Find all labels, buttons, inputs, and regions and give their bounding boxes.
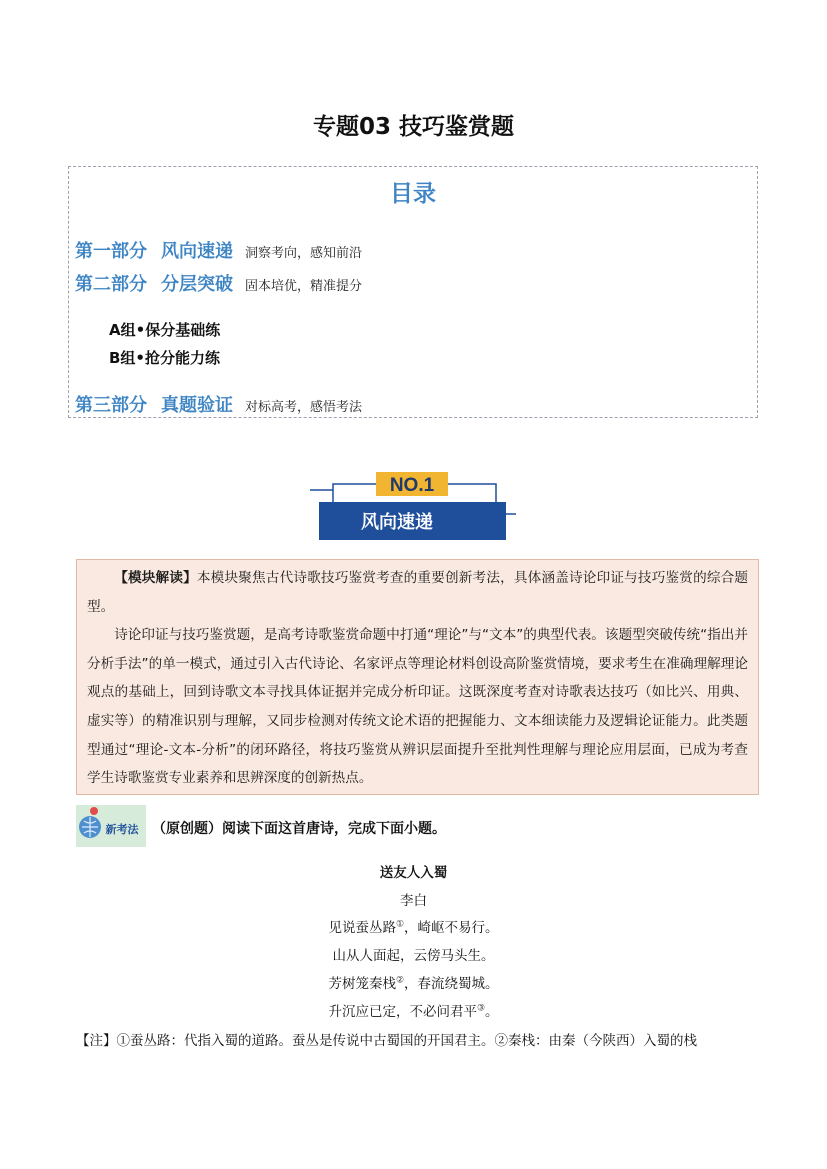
toc-subitem-a[interactable]: A组•保分基础练 (109, 321, 221, 339)
tag-label: 新考法 (105, 823, 139, 836)
toc-part-name: 风向速递 (161, 241, 233, 262)
poem-annotation: 【注】①蚕丛路：代指入蜀的道路。蚕丛是传说中古蜀国的开国君主。②秦栈：由秦（今陕西）入蜀的栈 (76, 1033, 697, 1049)
table-of-contents (68, 166, 758, 418)
toc-part-name: 分层突破 (161, 274, 233, 295)
poem-title: 送友人入蜀 (379, 865, 448, 881)
toc-subitem-b[interactable]: B组•抢分能力练 (109, 349, 221, 367)
toc-part-desc: 洞察考向，感知前沿 (245, 246, 363, 261)
toc-part-name: 真题验证 (161, 395, 233, 416)
toc-part-label: 第二部分 (75, 274, 147, 295)
footnote-marker: ① (395, 919, 405, 930)
toc-part-desc: 对标高考，感悟考法 (245, 400, 363, 415)
toc-part-desc: 固本培优，精准提分 (245, 279, 363, 294)
poem-line-4: 升沉应已定，不必问君平③。 (328, 1003, 499, 1020)
pin-icon (90, 807, 98, 815)
question-intro: （原创题）阅读下面这首唐诗，完成下面小题。 (152, 821, 446, 837)
toc-part-label: 第三部分 (75, 395, 147, 416)
module-paragraph-1 (87, 564, 748, 621)
module-interpretation (76, 559, 759, 795)
page-title: 专题03 技巧鉴赏题 (312, 114, 514, 140)
footnote-marker: ③ (476, 1003, 486, 1014)
module-paragraph-2: 诗论印证与技巧鉴赏题，是高考诗歌鉴赏命题中打通“理论”与“文本”的典型代表。该题型突破传统“指出并分析手法”的单一模式，通过引入古代诗论、名家评点等理论材料创设高阶鉴赏情境，要求考生在准确理解理论观点的基础上，回到诗歌文本寻找具体证据并完成分析印证。这既深度考查对诗歌表达技巧（如比兴、用典、虚实等）的精准识别与理解，又同步检测对传统文论术语的把握能力、文本细读能力及逻辑论证能力。此类题型通过“理论-文本-分析”的闭环路径，将技巧鉴赏从辨识层面提升至批判性理解与理论应用层面，已成为考查学生诗歌鉴赏专业素养和思辨深度的创新热点。 (87, 627, 748, 787)
banner-number: NO.1 (389, 475, 435, 496)
module-text-1: 本模块聚焦古代诗歌技巧鉴赏考查的重要创新考法，具体涵盖诗论印证与技巧鉴赏的综合题型。 (87, 570, 749, 615)
toc-part-label: 第一部分 (75, 241, 147, 262)
new-method-tag (76, 805, 146, 847)
footnote-marker: ② (395, 975, 405, 986)
toc-item-part1[interactable] (75, 237, 362, 263)
section-banner (310, 472, 516, 542)
toc-heading: 目录 (390, 181, 436, 207)
module-lead: 【模块解读】 (114, 570, 197, 586)
banner-label: 风向速递 (361, 512, 433, 533)
toc-item-part3[interactable] (75, 391, 362, 417)
poem-author: 李白 (400, 893, 427, 909)
poem-line-3: 芳树笼秦栈②，春流绕蜀城。 (328, 975, 499, 992)
poem-line-2: 山从人面起，云傍马头生。 (332, 948, 495, 964)
toc-item-part2[interactable] (75, 270, 362, 296)
poem-line-1: 见说蚕丛路①，崎岖不易行。 (328, 919, 499, 936)
